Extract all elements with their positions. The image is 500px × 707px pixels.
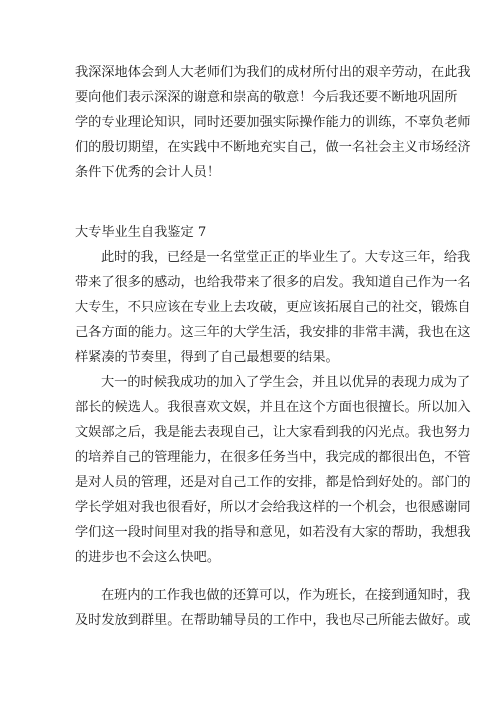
text-line: 们的殷切期望，在实践中不断地充实自己，做一名社会主义市场经济: [75, 140, 471, 155]
text-line: 样紧凑的节奏里，得到了自己最想要的结果。: [75, 350, 339, 365]
text-line: 学们这一段时间里对我的指导和意见，如若没有大家的帮助，我想我: [75, 525, 471, 540]
text-line: 此时的我，已经是一名堂堂正正的毕业生了。大专这三年，给我: [101, 250, 471, 265]
paragraph-intro: [75, 245, 471, 370]
text-line: 条件下优秀的会计人员！: [75, 165, 221, 180]
text-line: 带来了很多的感动，也给我带来了很多的启发。我知道自己作为一名: [75, 275, 471, 290]
section-heading: 大专毕业生自我鉴定 7: [75, 225, 207, 240]
text-line: 在班内的工作我也做的还算可以，作为班长，在接到通知时，我: [101, 588, 471, 603]
text-line: 己各方面的能力。这三年的大学生活，我安排的非常丰满，我也在这: [75, 325, 471, 340]
text-line: 学长学姐对我也很看好，所以才会给我这样的一个机会，也很感谢同: [75, 500, 471, 515]
text-line: 我深深地体会到人大老师们为我们的成材所付出的艰辛劳动，在此我: [75, 65, 471, 80]
text-line: 是对人员的管理，还是对自己工作的安排，都是恰到好处的。部门的: [75, 475, 471, 490]
text-line: 大一的时候我成功的加入了学生会，并且以优异的表现力成为了: [101, 375, 471, 390]
paragraph-class-monitor: [75, 583, 471, 633]
text-line: 大专生，不只应该在专业上去攻破，更应该拓展自己的社交，锻炼自: [75, 300, 471, 315]
text-line: 及时发放到群里。在帮助辅导员的工作中，我也尽己所能去做好。或: [75, 613, 471, 628]
text-line: 要向他们表示深深的谢意和崇高的敬意！今后我还要不断地巩固所: [75, 90, 458, 105]
text-line: 的进步也不会这么快吧。: [75, 550, 221, 565]
text-line: 的培养自己的管理能力，在很多任务当中，我完成的都很出色，不管: [75, 450, 471, 465]
text-line: 部长的候选人。我很喜欢文娱，并且在这个方面也很擅长。所以加入: [75, 400, 471, 415]
text-line: 学的专业理论知识，同时还要加强实际操作能力的训练，不辜负老师: [75, 115, 471, 130]
paragraph-gratitude: [75, 60, 471, 185]
paragraph-student-union: [75, 370, 471, 570]
text-line: 文娱部之后，我是能去表现自己，让大家看到我的闪光点。我也努力: [75, 425, 471, 440]
